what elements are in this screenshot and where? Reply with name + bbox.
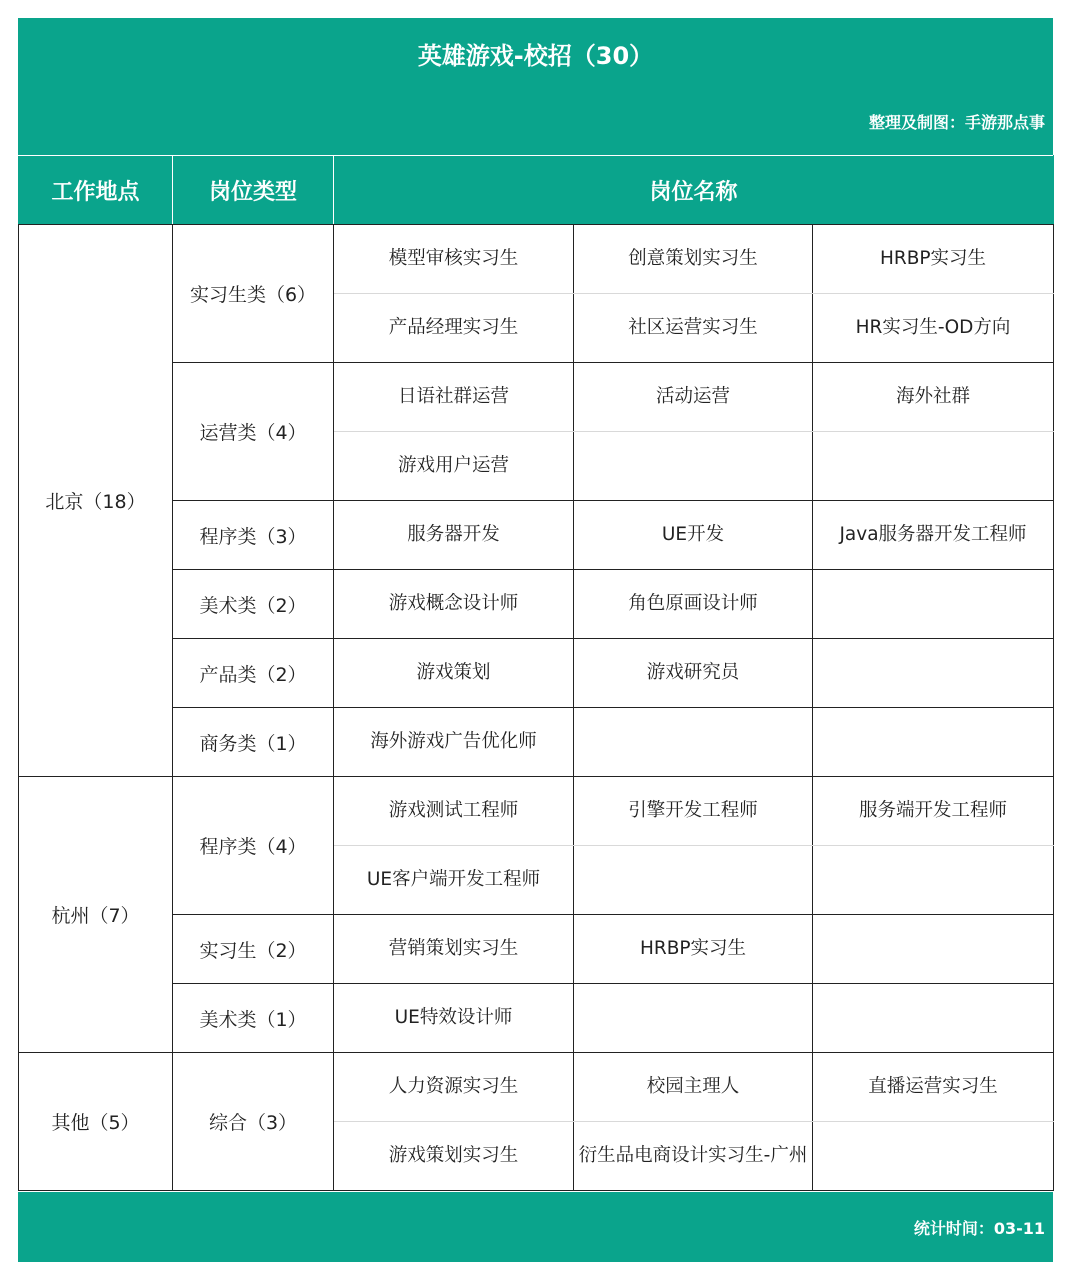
- table-body: [19, 225, 1054, 1191]
- job-name-cell: 游戏测试工程师: [334, 777, 574, 846]
- column-header-location: 工作地点: [19, 156, 173, 225]
- location-cell: 北京（18）: [19, 225, 173, 777]
- job-type-cell: 综合（3）: [173, 1053, 334, 1191]
- table-row: [19, 570, 1054, 639]
- job-name-cell: 活动运营: [574, 363, 813, 432]
- table-row: [19, 639, 1054, 708]
- job-type-cell: 商务类（1）: [173, 708, 334, 777]
- page-title: 英雄游戏-校招（30）: [417, 42, 654, 70]
- job-name-cell: Java服务器开发工程师: [813, 501, 1054, 570]
- job-name-cell: [574, 984, 813, 1053]
- recruitment-chart: [18, 18, 1053, 1262]
- job-name-cell: UE客户端开发工程师: [334, 846, 574, 915]
- table-row: [19, 915, 1054, 984]
- column-header-type: 岗位类型: [173, 156, 334, 225]
- job-name-cell: [813, 708, 1054, 777]
- table-row: [19, 708, 1054, 777]
- header-banner: [18, 18, 1053, 155]
- job-name-cell: 衍生品电商设计实习生-广州: [574, 1122, 813, 1191]
- table-header-row: [19, 156, 1054, 225]
- job-name-cell: 游戏策划实习生: [334, 1122, 574, 1191]
- table-row: [19, 363, 1054, 432]
- job-type-cell: 实习生（2）: [173, 915, 334, 984]
- job-name-cell: 游戏策划: [334, 639, 574, 708]
- job-name-cell: 人力资源实习生: [334, 1053, 574, 1122]
- job-name-cell: 海外社群: [813, 363, 1054, 432]
- job-type-cell: 程序类（3）: [173, 501, 334, 570]
- job-name-cell: 社区运营实习生: [574, 294, 813, 363]
- job-name-cell: 角色原画设计师: [574, 570, 813, 639]
- job-name-cell: 海外游戏广告优化师: [334, 708, 574, 777]
- job-type-cell: 产品类（2）: [173, 639, 334, 708]
- column-header-name: 岗位名称: [334, 156, 1054, 225]
- location-cell: 杭州（7）: [19, 777, 173, 1053]
- job-name-cell: 服务端开发工程师: [813, 777, 1054, 846]
- job-name-cell: [574, 846, 813, 915]
- job-name-cell: [813, 639, 1054, 708]
- table-row: [19, 984, 1054, 1053]
- job-name-cell: HRBP实习生: [813, 225, 1054, 294]
- job-name-cell: 营销策划实习生: [334, 915, 574, 984]
- job-name-cell: 创意策划实习生: [574, 225, 813, 294]
- job-name-cell: 游戏研究员: [574, 639, 813, 708]
- job-name-cell: HRBP实习生: [574, 915, 813, 984]
- table-row: [19, 777, 1054, 846]
- jobs-table: [18, 155, 1054, 1191]
- job-name-cell: HR实习生-OD方向: [813, 294, 1054, 363]
- job-type-cell: 美术类（1）: [173, 984, 334, 1053]
- job-name-cell: [813, 1122, 1054, 1191]
- job-name-cell: [813, 570, 1054, 639]
- footer-banner: [18, 1192, 1053, 1262]
- job-name-cell: [574, 708, 813, 777]
- table-row: [19, 225, 1054, 294]
- stat-time: 统计时间：03-11: [913, 1219, 1045, 1238]
- table-row: [19, 1053, 1054, 1122]
- job-name-cell: 模型审核实习生: [334, 225, 574, 294]
- table-row: [19, 501, 1054, 570]
- job-name-cell: [813, 984, 1054, 1053]
- job-type-cell: 程序类（4）: [173, 777, 334, 915]
- job-name-cell: [813, 915, 1054, 984]
- job-name-cell: 服务器开发: [334, 501, 574, 570]
- job-name-cell: UE特效设计师: [334, 984, 574, 1053]
- credit-text: 整理及制图：手游那点事: [868, 113, 1045, 132]
- job-name-cell: 游戏用户运营: [334, 432, 574, 501]
- job-name-cell: [574, 432, 813, 501]
- job-type-cell: 实习生类（6）: [173, 225, 334, 363]
- job-name-cell: UE开发: [574, 501, 813, 570]
- job-type-cell: 运营类（4）: [173, 363, 334, 501]
- job-name-cell: 校园主理人: [574, 1053, 813, 1122]
- job-name-cell: 引擎开发工程师: [574, 777, 813, 846]
- job-type-cell: 美术类（2）: [173, 570, 334, 639]
- job-name-cell: 产品经理实习生: [334, 294, 574, 363]
- job-name-cell: 直播运营实习生: [813, 1053, 1054, 1122]
- job-name-cell: 日语社群运营: [334, 363, 574, 432]
- job-name-cell: 游戏概念设计师: [334, 570, 574, 639]
- location-cell: 其他（5）: [19, 1053, 173, 1191]
- job-name-cell: [813, 432, 1054, 501]
- job-name-cell: [813, 846, 1054, 915]
